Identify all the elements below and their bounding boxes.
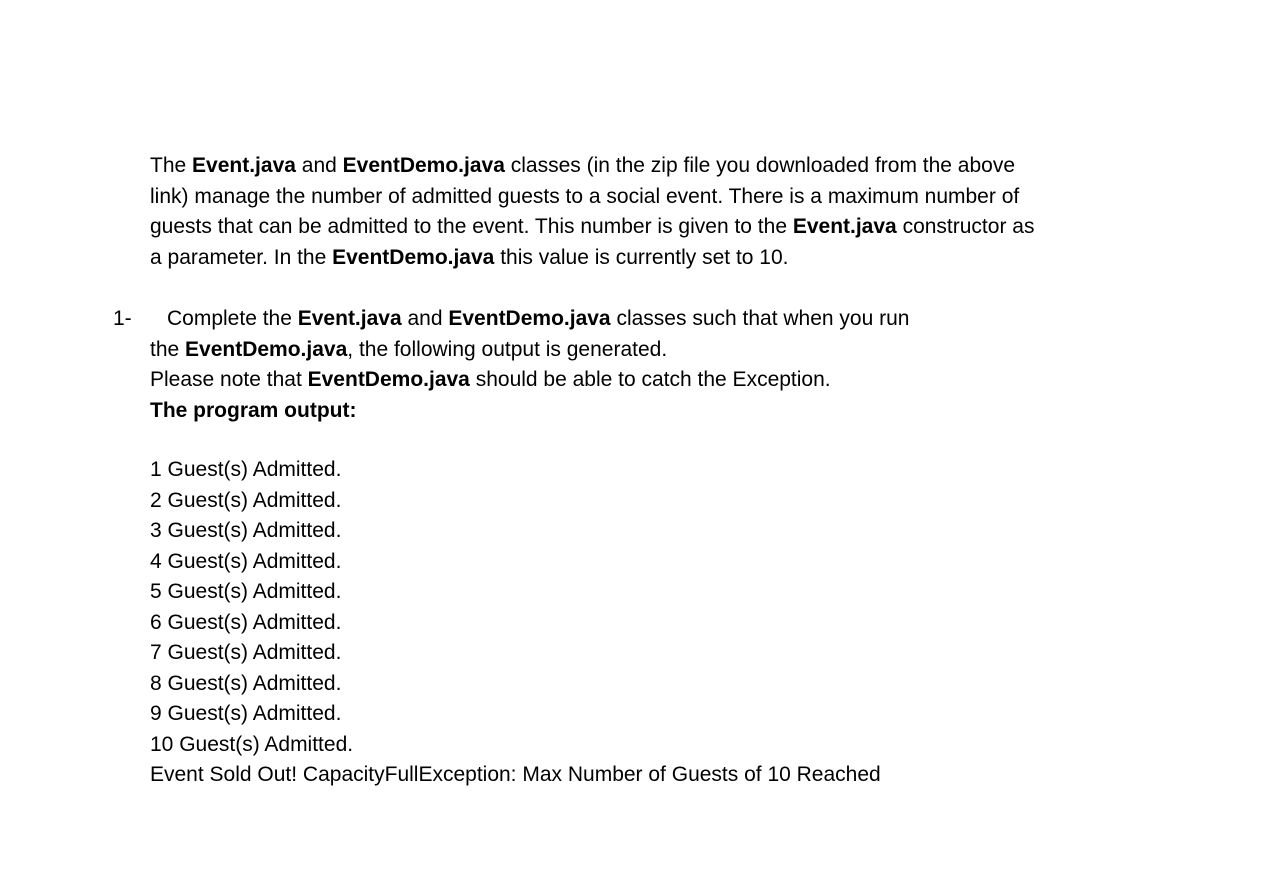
text: Complete the bbox=[167, 307, 298, 330]
intro-line-1 bbox=[150, 151, 1140, 182]
text: and bbox=[295, 154, 343, 177]
output-line: 6 Guest(s) Admitted. bbox=[150, 610, 342, 634]
task-number: 1- bbox=[113, 307, 132, 330]
bold-class-name: Event.java bbox=[792, 215, 897, 238]
program-output bbox=[150, 455, 1150, 791]
intro-line-4 bbox=[150, 243, 1140, 274]
text: constructor as bbox=[896, 215, 1035, 238]
bold-class-name: EventDemo.java bbox=[185, 337, 348, 361]
task-line-1 bbox=[167, 304, 1113, 335]
output-line-sold-out: Event Sold Out! CapacityFullException: Max Number of Guests of 10 Reached bbox=[150, 763, 881, 786]
output-heading bbox=[150, 396, 1113, 427]
output-line: 7 Guest(s) Admitted. bbox=[150, 641, 342, 664]
text: classes such that when you run bbox=[610, 307, 910, 330]
output-line: 10 Guest(s) Admitted. bbox=[150, 732, 354, 756]
task-line-2 bbox=[150, 335, 1113, 366]
output-line: 8 Guest(s) Admitted. bbox=[150, 671, 342, 695]
bold-class-name: EventDemo.java bbox=[448, 307, 611, 330]
output-line: 1 Guest(s) Admitted. bbox=[150, 458, 342, 481]
text: The bbox=[150, 154, 193, 177]
output-heading-text: The program output: bbox=[150, 398, 357, 422]
text: , the following output is generated. bbox=[347, 337, 668, 361]
bold-class-name: Event.java bbox=[297, 307, 402, 330]
intro-paragraph bbox=[150, 151, 1140, 273]
text: should be able to catch the Exception. bbox=[469, 368, 831, 391]
output-line: 2 Guest(s) Admitted. bbox=[150, 488, 342, 512]
output-line: 9 Guest(s) Admitted. bbox=[150, 702, 342, 725]
output-line: 3 Guest(s) Admitted. bbox=[150, 519, 342, 542]
text: classes (in the zip file you downloaded from the above bbox=[504, 154, 1016, 177]
task-item bbox=[113, 304, 1113, 426]
text: Please note that bbox=[150, 368, 308, 391]
bold-class-name: Event.java bbox=[192, 154, 296, 177]
text: and bbox=[401, 307, 449, 330]
task-line-3 bbox=[150, 365, 1113, 396]
text: guests that can be admitted to the event. This number is given to the bbox=[150, 215, 793, 238]
bold-class-name: EventDemo.java bbox=[332, 245, 495, 269]
intro-line-2: link) manage the number of admitted guests to a social event. There is a maximum number of bbox=[150, 184, 1020, 208]
output-line: 5 Guest(s) Admitted. bbox=[150, 580, 342, 603]
text: the bbox=[150, 337, 186, 361]
output-line: 4 Guest(s) Admitted. bbox=[150, 549, 342, 573]
text: this value is currently set to 10. bbox=[494, 245, 789, 269]
bold-class-name: EventDemo.java bbox=[307, 368, 470, 391]
text: a parameter. In the bbox=[150, 245, 333, 269]
intro-line-3 bbox=[150, 212, 1140, 243]
bold-class-name: EventDemo.java bbox=[342, 154, 505, 177]
